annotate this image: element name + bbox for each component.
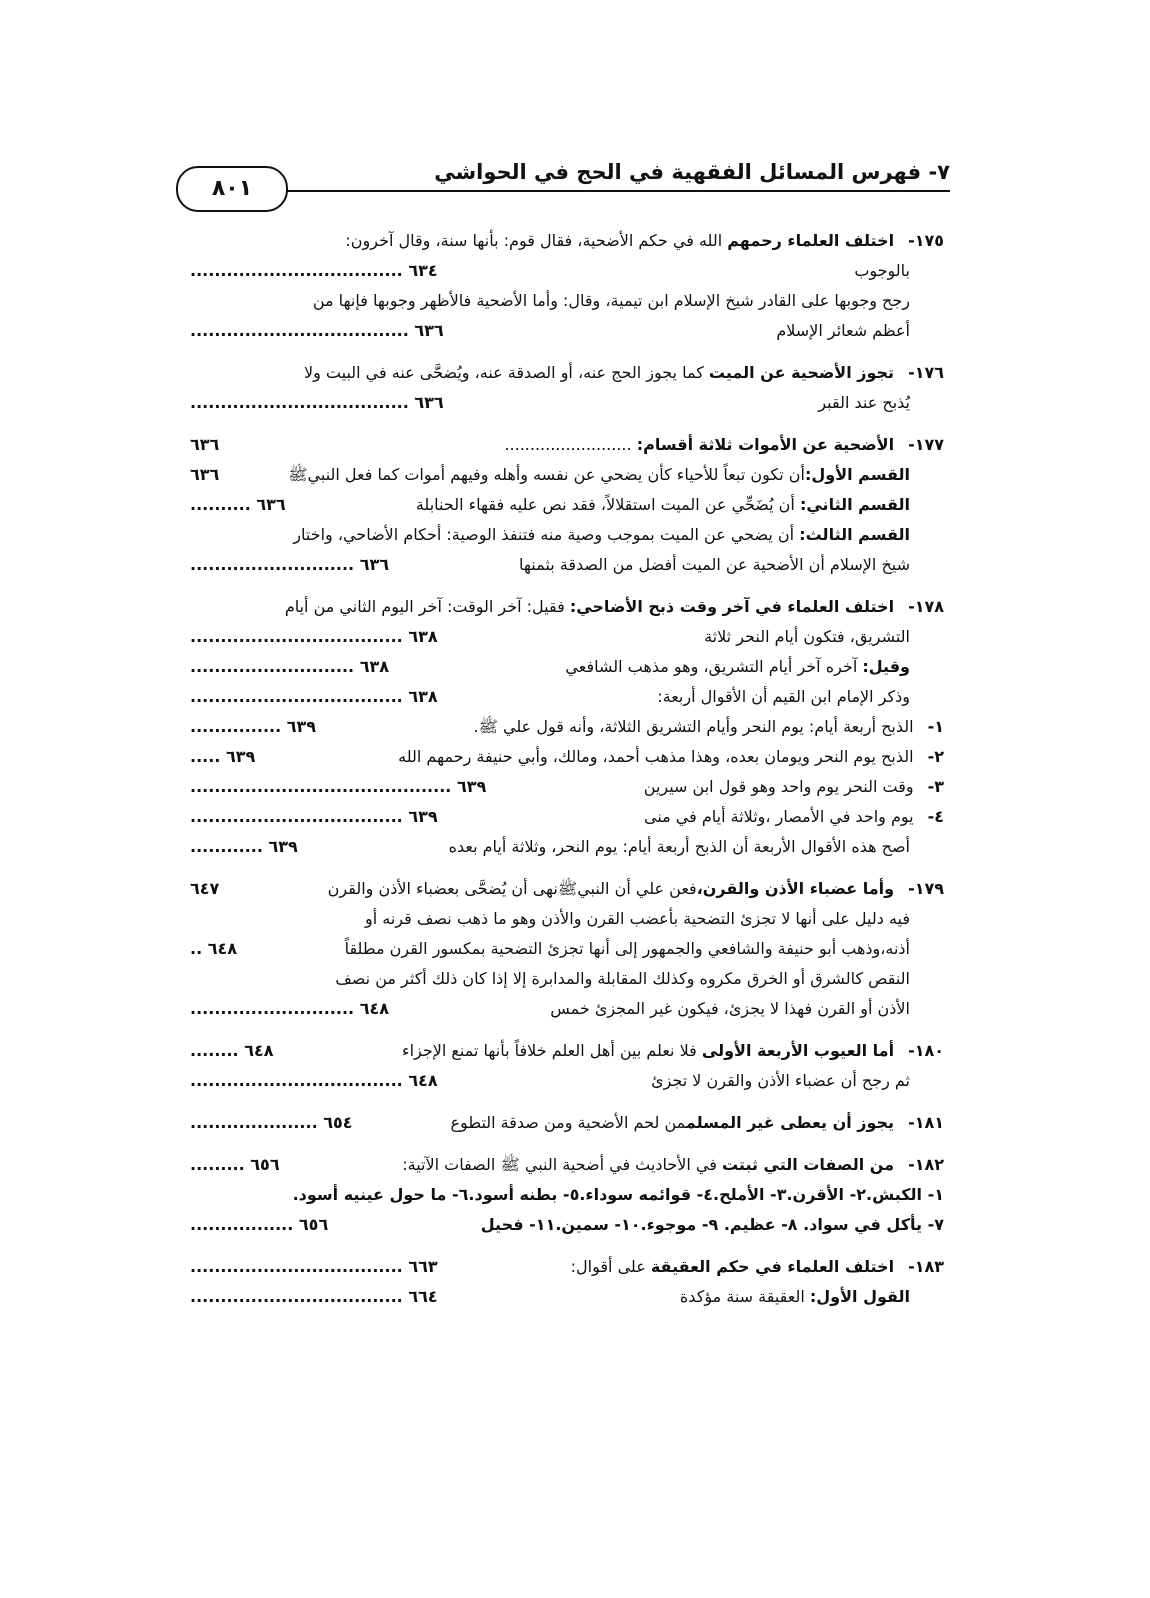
list-number: ١-	[927, 717, 944, 736]
header-divider	[284, 190, 950, 192]
list-number: ٤-	[927, 807, 944, 826]
page-ref: .. ٦٤٨	[190, 939, 238, 958]
sub-text: العقيقة سنة مؤكدة	[679, 1287, 805, 1306]
entry-heading: يجوز أن يعطى غير المسلم	[685, 1113, 895, 1132]
entry-text: في الأحاديث في أضحية النبي ﷺ الصفات الآتية:	[402, 1155, 717, 1174]
entry-text: من لحم الأضحية ومن صدقة التطوع	[450, 1113, 686, 1132]
entry-number: ١٧٥-	[908, 231, 944, 250]
page-ref: ................................... ٦٣٨	[190, 627, 438, 646]
entry-number: ١٨٣-	[908, 1257, 944, 1276]
entry-number: ١٨١-	[908, 1113, 944, 1132]
entry-text: فعن علي أن النبيﷺنهى أن يُضحَّى بعضباء الأذن والقرن	[327, 879, 697, 898]
page-ref: ٦٤٧	[190, 879, 220, 898]
sub-label: القسم الأول:	[804, 465, 910, 484]
index-content	[190, 226, 944, 1324]
entry-heading: وأما عضباء الأذن والقرن،	[696, 879, 895, 898]
entry-heading: الأضحية عن الأموات ثلاثة أقسام:	[636, 435, 895, 454]
sub-text: أصح هذه الأقوال الأربعة أن الذبح أربعة أيام: يوم النحر، وثلاثة أيام بعده	[448, 837, 910, 856]
sub-text: الذبح أربعة أيام: يوم النحر وأيام التشريق الثلاثة، وأنه قول علي ﷺ.	[473, 717, 914, 736]
entry-number: ١٧٨-	[908, 597, 944, 616]
index-entry	[190, 1150, 944, 1240]
page-header	[176, 158, 950, 201]
page-ref: ......... ٦٥٦	[190, 1155, 280, 1174]
sub-text: ١- الكبش.٢- الأقرن.٣- الأملح.٤- قوائمه سوداء.٥- بطنه أسود.٦- ما حول عينيه أسود.	[292, 1185, 944, 1204]
index-entry	[190, 874, 944, 1024]
page-ref: ........ ٦٤٨	[190, 1041, 274, 1060]
entry-heading: اختلف العلماء رحمهم	[727, 231, 895, 250]
entry-heading: اختلف العلماء في حكم العقيقة	[650, 1257, 895, 1276]
page-ref: .......... ٦٣٦	[190, 495, 286, 514]
sub-label: وقيل:	[862, 657, 910, 676]
sub-text: شيخ الإسلام أن الأضحية عن الميت أفضل من الصدقة بثمنها	[519, 555, 910, 574]
sub-text: الأذن أو القرن فهذا لا يجزئ، فيكون غير المجزئ خمس	[550, 999, 910, 1018]
page-ref: ............ ٦٣٩	[190, 837, 298, 856]
entry-heading: تجوز الأضحية عن الميت	[708, 363, 895, 382]
sub-text: النقص كالشرق أو الخرق مكروه وكذلك المقابلة والمدابرة إلا إذا كان ذلك أكثر من نصف	[335, 969, 910, 988]
page-number: ٨٠١	[176, 166, 288, 212]
page-ref: ................................... ٦٦٣	[190, 1257, 438, 1276]
page-ref: ........................... ٦٤٨	[190, 999, 389, 1018]
sub-text: فيه دليل على أنها لا تجزئ التضحية بأعضب القرن والأذن وهو ما ذهب نصف قرنه أو	[365, 909, 910, 928]
sub-text: آخره آخر أيام التشريق، وهو مذهب الشافعي	[565, 657, 858, 676]
page-ref: ........................................... ٦٣٩	[190, 777, 487, 796]
sub-text: ثم رجح أن عضباء الأذن والقرن لا تجزئ	[651, 1071, 910, 1090]
entry-text: فلا نعلم بين أهل العلم خلافاً بأنها تمنع الإجزاء	[402, 1041, 697, 1060]
sub-text: يوم واحد في الأمصار ،وثلاثة أيام في منى	[643, 807, 914, 826]
page-ref: ٦٣٦	[190, 435, 220, 454]
index-entry	[190, 430, 944, 580]
entry-number: ١٧٩-	[908, 879, 944, 898]
entry-number: ١٨٢-	[908, 1155, 944, 1174]
page-ref: ................................... ٦٦٤	[190, 1287, 438, 1306]
entry-text: رجح وجوبها على القادر شيخ الإسلام ابن تيمية، وقال: وأما الأضحية فالأظهر وجوبها فإنها من	[312, 291, 910, 310]
sub-label: القسم الثاني:	[799, 495, 910, 514]
page-ref: ................................... ٦٣٤	[190, 261, 438, 280]
page-ref: ..... ٦٣٩	[190, 747, 256, 766]
page-ref: ..................... ٦٥٤	[190, 1113, 353, 1132]
entry-continuation: يُذبح عند القبر	[818, 393, 910, 412]
index-entry	[190, 592, 944, 862]
page-ref: ........................... ٦٣٨	[190, 657, 389, 676]
entry-text: على أقوال:	[570, 1257, 646, 1276]
page-ref: ................................... ٦٣٩	[190, 807, 438, 826]
index-entry	[190, 1108, 944, 1138]
entry-number: ١٧٦-	[908, 363, 944, 382]
entry-text: كما يجوز الحج عنه، أو الصدقة عنه، ويُضحَّى عنه في البيت ولا	[303, 363, 704, 382]
entry-number: ١٧٧-	[908, 435, 944, 454]
entry-number: ١٨٠-	[908, 1041, 944, 1060]
index-entry	[190, 226, 944, 346]
entry-text: الله في حكم الأضحية، فقال قوم: بأنها سنة، وقال آخرون:	[345, 231, 723, 250]
sub-text: أن يضحي عن الميت بموجب وصية منه فتنفذ الوصية: أحكام الأضاحي، واختار	[293, 525, 795, 544]
entry-continuation: التشريق، فتكون أيام النحر ثلاثة	[704, 627, 910, 646]
page-ref: .................................... ٦٣٦	[190, 393, 444, 412]
entry-continuation: بالوجوب	[854, 261, 910, 280]
sub-text: وذكر الإمام ابن القيم أن الأقوال أربعة:	[657, 687, 910, 706]
index-entry	[190, 1252, 944, 1312]
page-ref: ................................... ٦٣٨	[190, 687, 438, 706]
entry-heading: أما العيوب الأربعة الأولى	[701, 1041, 895, 1060]
page-ref: .................................... ٦٣٦	[190, 321, 444, 340]
page-ref: ........................... ٦٣٦	[190, 555, 389, 574]
sub-text: ٧- يأكل في سواد. ٨- عظيم. ٩- موجوء.١٠- سمين.١١- فحيل	[480, 1215, 944, 1234]
list-number: ٣-	[927, 777, 944, 796]
page-ref: ................. ٦٥٦	[190, 1215, 329, 1234]
entry-text: فقيل: آخر الوقت: آخر اليوم الثاني من أيام	[284, 597, 565, 616]
sub-text: وقت النحر يوم واحد وهو قول ابن سيرين	[643, 777, 914, 796]
index-entry	[190, 358, 944, 418]
entry-continuation: أعظم شعائر الإسلام	[776, 321, 910, 340]
page-ref: ............... ٦٣٩	[190, 717, 317, 736]
sub-text: الذبح يوم النحر ويومان بعده، وهذا مذهب أحمد، ومالك، وأبي حنيفة رحمهم الله	[398, 747, 914, 766]
header-title: ٧- فهرس المسائل الفقهية في الحج في الحواشي	[434, 160, 950, 184]
sub-text: أن يُضَحِّي عن الميت استقلالاً، فقد نص عليه فقهاء الحنابلة	[415, 495, 795, 514]
entry-heading: اختلف العلماء في آخر وقت ذبح الأضاحي:	[569, 597, 895, 616]
index-entry	[190, 1036, 944, 1096]
sub-text: أذنه،وذهب أبو حنيفة والشافعي والجمهور إلى أنها تجزئ التضحية بمكسور القرن مطلقاً	[344, 939, 910, 958]
entry-heading: من الصفات التي ثبتت	[721, 1155, 895, 1174]
sub-label: القول الأول:	[809, 1287, 910, 1306]
sub-text: أن تكون تبعاً للأحياء كأن يضحي عن نفسه وأهله وفيهم أموات كما فعل النبيﷺ	[288, 465, 805, 484]
page-ref: ٦٣٦	[190, 465, 220, 484]
sub-label: القسم الثالث:	[799, 525, 910, 544]
entry-text: .........................	[504, 435, 632, 454]
page-ref: ................................... ٦٤٨	[190, 1071, 438, 1090]
list-number: ٢-	[927, 747, 944, 766]
